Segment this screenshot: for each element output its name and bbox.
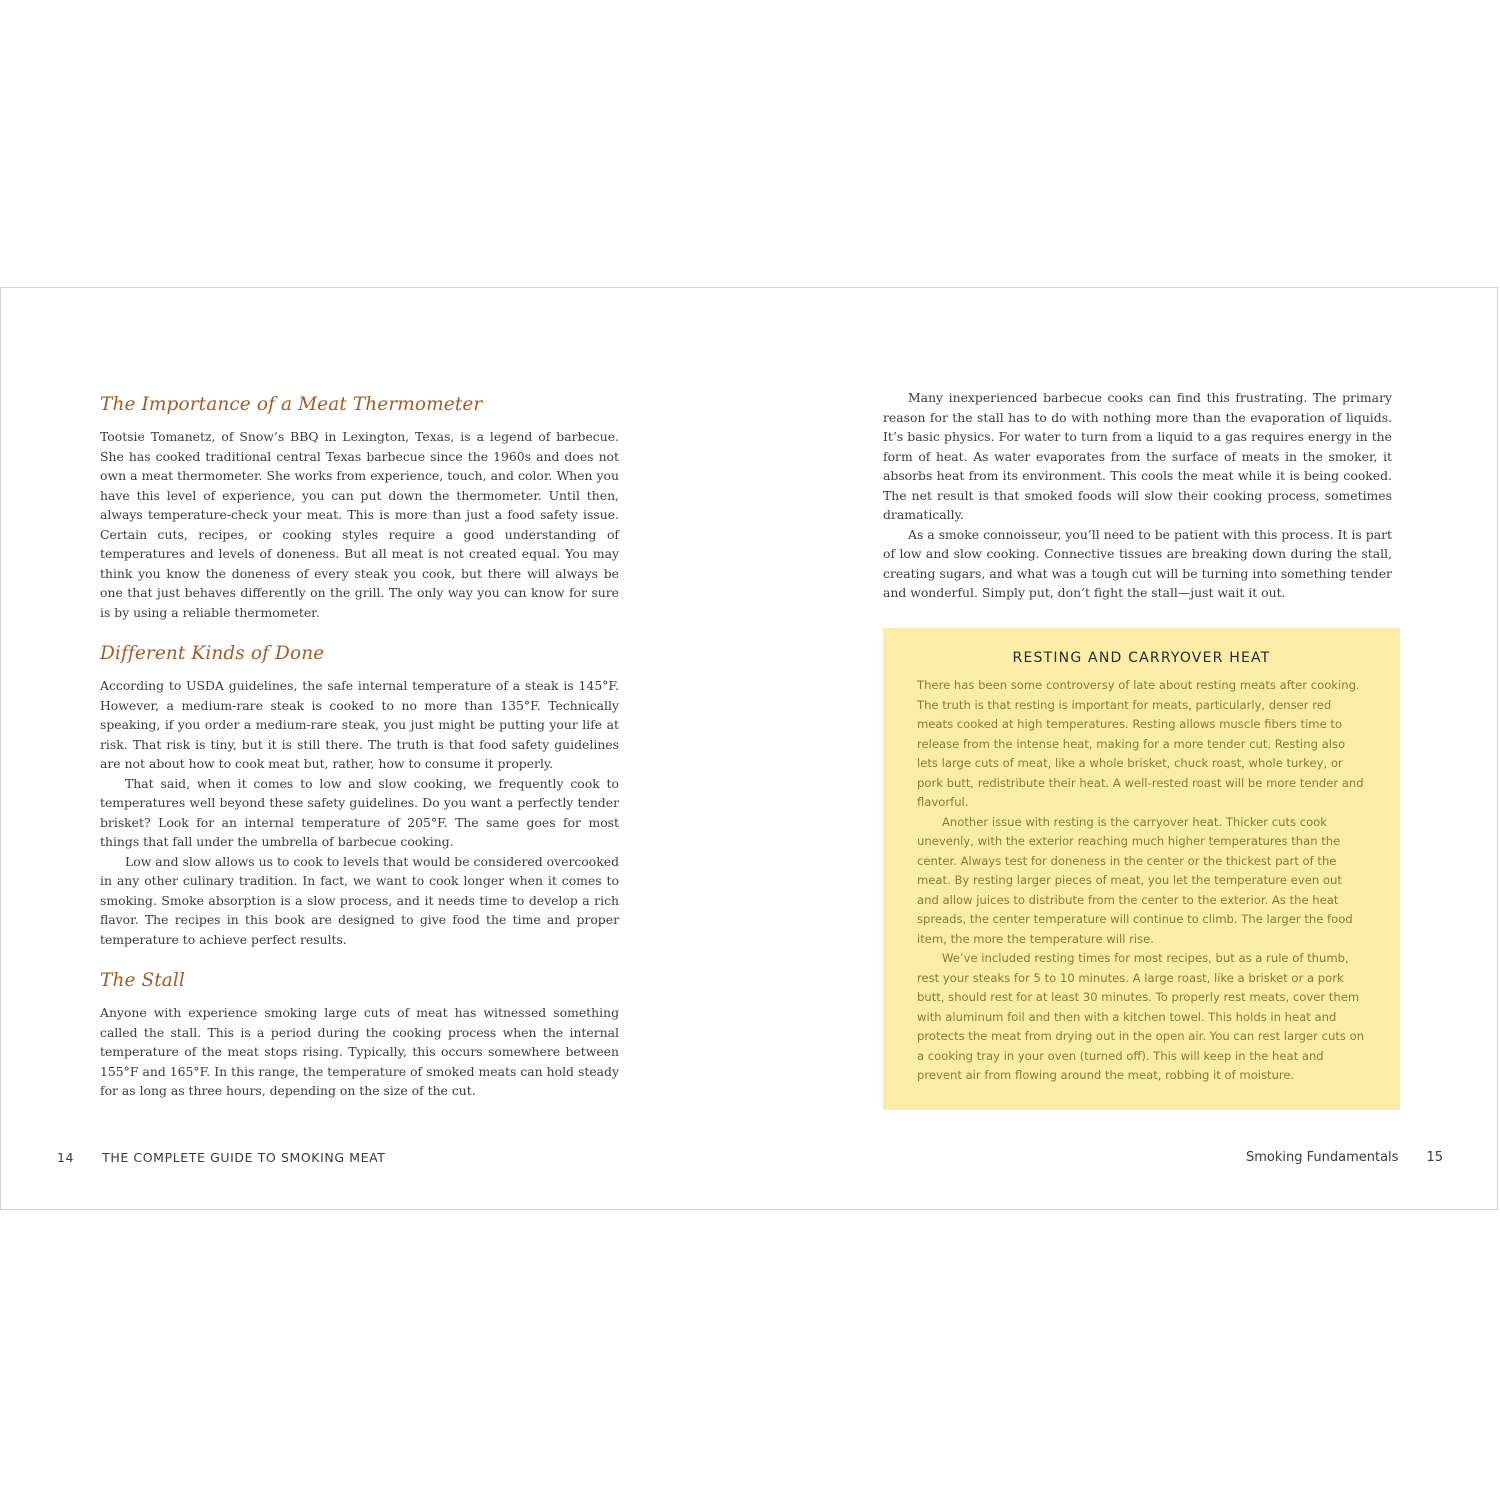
running-head: Smoking Fundamentals bbox=[1246, 1150, 1399, 1165]
left-page bbox=[1, 288, 750, 1209]
body-paragraph: Anyone with experience smoking large cuts of meat has witnessed something called the stall. This is a period during the cooking process when the internal temperature of the meat stops rising. Typically, this occurs somewhere between 155°F and 165°F. In this range, the temperature of smoked meats can hold steady for as long as three hours, depending on the size of the cut. bbox=[100, 1005, 619, 1098]
section-heading: Different Kinds of Done bbox=[100, 643, 325, 664]
body-paragraph: That said, when it comes to low and slow cooking, we frequently cook to temperatures well beyond these safety guidelines. Do you want a perfectly tender brisket? Look for an internal temperature of 205°F. The same goes for most things that fall under the umbrella of barbecue cooking. bbox=[100, 775, 619, 849]
sidebar-box bbox=[883, 628, 1400, 1110]
body-paragraph: Tootsie Tomanetz, of Snow’s BBQ in Lexington, Texas, is a legend of barbecue. She has cooked traditional central Texas barbecue since the 1960s and does not own a meat thermometer. She works from experience, touch, and color. When you have this level of experience, you can put down the thermometer. Until then, always temperature-check your meat. This is more than just a food safety issue. Certain cuts, recipes, or cooking styles require a good understanding of temperatures and levels of doneness. But all meat is not created equal. You may think you know the doneness of every steak you cook, but there will always be one that just behaves differently on the grill. The only way you can know for sure is by using a reliable thermometer. bbox=[100, 429, 619, 620]
sidebar-paragraph: We’ve included resting times for most recipes, but as a rule of thumb, rest your steaks for 5 to 10 minutes. A large roast, like a brisket or a pork butt, should rest for at least 30 minutes. To properly rest meats, cover them with aluminum foil and then with a kitchen towel. This holds in heat and protects the meat from drying out in the open air. You can rest larger cuts on a cooking tray in your oven (turned off). This will keep in the heat and prevent air from flowing around the meat, robbing it of moisture. bbox=[917, 951, 1365, 1082]
right-page bbox=[750, 288, 1499, 1209]
section-heading: The Stall bbox=[100, 970, 185, 991]
right-column bbox=[883, 388, 1392, 603]
running-head: THE COMPLETE GUIDE TO SMOKING MEAT bbox=[102, 1150, 386, 1165]
section-heading: The Importance of a Meat Thermometer bbox=[100, 394, 483, 415]
body-paragraph: As a smoke connoisseur, you’ll need to be patient with this process. It is part of low and slow cooking. Connective tissues are breaking down during the stall, creating sugars, and what was a tough cut will be turning into something tender and wonderful. Simply put, don’t fight the stall—just wait it out. bbox=[883, 526, 1392, 600]
page-number: 15 bbox=[1426, 1150, 1443, 1165]
body-paragraph: Many inexperienced barbecue cooks can find this frustrating. The primary reason for the stall has to do with nothing more than the evaporation of liquids. It’s basic physics. For water to turn from a liquid to a gas requires energy in the form of heat. As water evaporates from the surface of meats in the smoker, it absorbs heat from its environment. This cools the meat while it is being cooked. The net result is that smoked foods will slow their cooking process, sometimes dramatically. bbox=[883, 390, 1392, 522]
sidebar-paragraph: There has been some controversy of late about resting meats after cooking. The truth is that resting is important for meats, particularly, denser red meats cooked at high temperatures. Resting allows muscle fibers time to release from the intense heat, making for a more tender cut. Resting also lets large cuts of meat, like a whole brisket, chuck roast, whole turkey, or pork butt, redistribute their heat. A well-rested roast will be more tender and flavorful. bbox=[917, 678, 1364, 809]
left-footer bbox=[57, 1150, 386, 1165]
left-column bbox=[100, 393, 619, 1101]
sidebar-paragraph: Another issue with resting is the carryover heat. Thicker cuts cook unevenly, with the exterior reaching much higher temperatures than the center. Always test for doneness in the center or the thickest part of the meat. By resting larger pieces of meat, you let the temperature even out and allow juices to distribute from the center to the exterior. As the heat spreads, the center temperature will continue to climb. The larger the food item, the more the temperature will rise. bbox=[917, 814, 1353, 946]
page-number: 14 bbox=[57, 1150, 75, 1165]
body-paragraph: Low and slow allows us to cook to levels that would be considered overcooked in any other culinary tradition. In fact, we want to cook longer when it comes to smoking. Smoke absorption is a slow process, and it needs time to develop a rich flavor. The recipes in this book are designed to give food the time and proper temperature to achieve perfect results. bbox=[100, 853, 619, 947]
right-footer bbox=[1246, 1150, 1443, 1165]
sidebar-title: RESTING AND CARRYOVER HEAT bbox=[1012, 650, 1271, 666]
body-paragraph: According to USDA guidelines, the safe internal temperature of a steak is 145°F. However, a medium-rare steak is cooked to no more than 135°F. Technically speaking, if you order a medium-rare steak, you just might be putting your life at risk. That risk is tiny, but it is still there. The truth is that food safety guidelines are not about how to cook meat but, rather, how to consume it properly. bbox=[100, 678, 619, 771]
book-spread bbox=[0, 287, 1498, 1210]
